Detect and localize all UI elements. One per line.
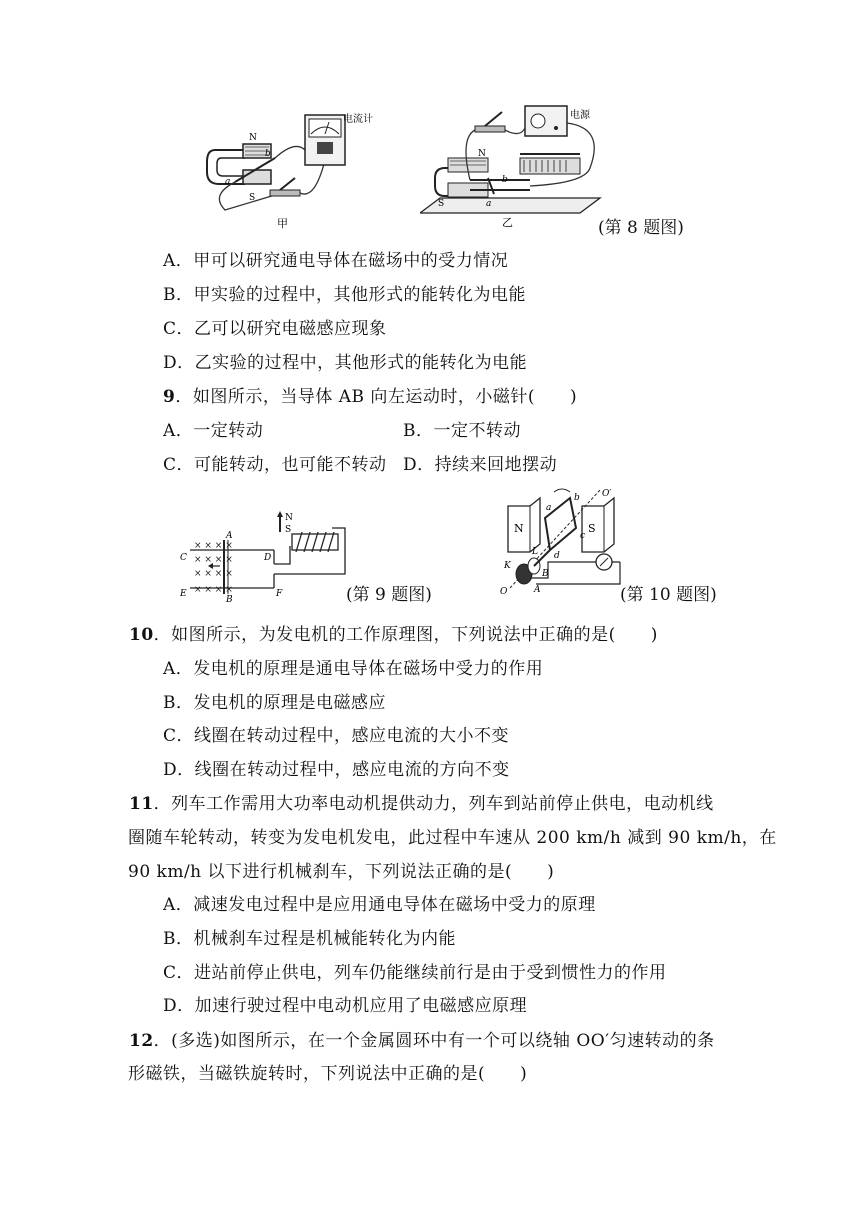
figure-10-generator-diagram <box>490 488 630 600</box>
label-L: L <box>532 547 538 557</box>
label-C: C <box>180 553 187 563</box>
question-9 <box>163 382 577 407</box>
q11-option-b: B．机械刹车过程是机械能转化为内能 <box>163 929 456 949</box>
question-9-text: ．如图所示，当导体 AB 向左运动时，小磁针( ) <box>175 387 578 407</box>
label-b: b <box>574 493 580 503</box>
q9-option-d: D．持续来回地摆动 <box>403 455 558 475</box>
figure-9-diagram <box>180 508 348 602</box>
figure-8-caption: (第 8 题图) <box>598 218 684 238</box>
label-a: a <box>486 199 492 209</box>
question-11-line-3: 90 km/h 以下进行机械刹车，下列说法正确的是( ) <box>128 862 555 882</box>
label-S: S <box>438 199 445 209</box>
figure-8-left-apparatus <box>205 100 380 230</box>
question-11-line-2: 圈随车轮转动，转变为发电机发电，此过程中车速从 200 km/h 减到 90 km/h，在 <box>128 828 777 848</box>
question-11-line-1 <box>129 789 714 814</box>
figure-10-caption: (第 10 题图) <box>620 585 717 605</box>
power-supply-label: 电源 <box>570 110 590 121</box>
q11-option-a: A．减速发电过程中是应用通电导体在磁场中受力的原理 <box>163 895 596 915</box>
label-b: b <box>265 149 271 159</box>
figure-8-left-label: 甲 <box>277 217 288 230</box>
figure-9-caption: (第 9 题图) <box>346 585 432 605</box>
question-12-line-2: 形磁铁，当磁铁旋转时，下列说法中正确的是( ) <box>128 1064 528 1084</box>
question-12-text-1: ．(多选)如图所示，在一个金属圆环中有一个可以绕轴 OO′匀速转动的条 <box>153 1031 715 1051</box>
label-K: K <box>504 561 511 571</box>
question-10 <box>129 620 658 645</box>
label-N: N <box>478 149 486 159</box>
label-a: a <box>546 503 552 513</box>
svg-text:× × × ×: × × × × <box>194 569 233 579</box>
q9-option-b: B．一定不转动 <box>403 421 521 441</box>
label-F: F <box>276 589 283 599</box>
question-9-number: 9 <box>163 387 176 407</box>
label-N: N <box>249 133 257 143</box>
q10-option-a: A．发电机的原理是通电导体在磁场中受力的作用 <box>163 659 544 679</box>
label-B: B <box>226 595 233 602</box>
svg-text:× × × ×: × × × × <box>194 585 233 595</box>
q11-option-c: C．进站前停止供电，列车仍能继续前行是由于受到惯性力的作用 <box>163 963 667 983</box>
svg-text:× × × ×: × × × × <box>194 541 233 551</box>
label-O: O <box>500 587 508 597</box>
label-a: a <box>225 177 231 187</box>
q10-option-c: C．线圈在转动过程中，感应电流的大小不变 <box>163 726 510 746</box>
label-A: A <box>534 585 541 595</box>
label-d: d <box>554 551 560 561</box>
q11-option-d: D．加速行驶过程中电动机应用了电磁感应原理 <box>163 996 528 1016</box>
q8-option-c: C．乙可以研究电磁感应现象 <box>163 319 387 339</box>
question-10-text: ．如图所示，为发电机的工作原理图，下列说法中正确的是( ) <box>153 625 658 645</box>
galvanometer-label: 电流计 <box>343 114 373 125</box>
question-12-line-1 <box>129 1026 715 1051</box>
q8-option-b: B．甲实验的过程中，其他形式的能转化为电能 <box>163 285 526 305</box>
figure-8-right-apparatus <box>420 98 610 232</box>
label-S: S <box>249 193 256 203</box>
label-O-prime: O′ <box>602 489 612 499</box>
svg-text:× × × ×: × × × × <box>194 555 233 565</box>
question-11-number: 11 <box>129 794 154 814</box>
q9-option-a: A．一定转动 <box>163 421 264 441</box>
label-c: c <box>580 531 586 541</box>
question-10-number: 10 <box>129 625 154 645</box>
label-S: S <box>588 522 596 535</box>
label-b: b <box>502 175 508 185</box>
q8-option-a: A．甲可以研究通电导体在磁场中的受力情况 <box>163 251 509 271</box>
q10-option-d: D．线圈在转动过程中，感应电流的方向不变 <box>163 760 510 780</box>
q8-option-d: D．乙实验的过程中，其他形式的能转化为电能 <box>163 353 528 373</box>
label-N: N <box>514 522 524 535</box>
label-D: D <box>264 553 272 563</box>
label-B: B <box>542 569 549 579</box>
q10-option-b: B．发电机的原理是电磁感应 <box>163 693 386 713</box>
label-E: E <box>180 589 187 599</box>
figure-8-right-label: 乙 <box>502 216 513 229</box>
question-11-text-1: ．列车工作需用大功率电动机提供动力，列车到站前停止供电，电动机线 <box>153 794 714 814</box>
question-12-number: 12 <box>129 1031 154 1051</box>
q9-option-c: C．可能转动，也可能不转动 <box>163 455 387 475</box>
label-A: A <box>226 531 233 541</box>
label-N: N <box>285 513 293 523</box>
label-S: S <box>285 525 292 535</box>
